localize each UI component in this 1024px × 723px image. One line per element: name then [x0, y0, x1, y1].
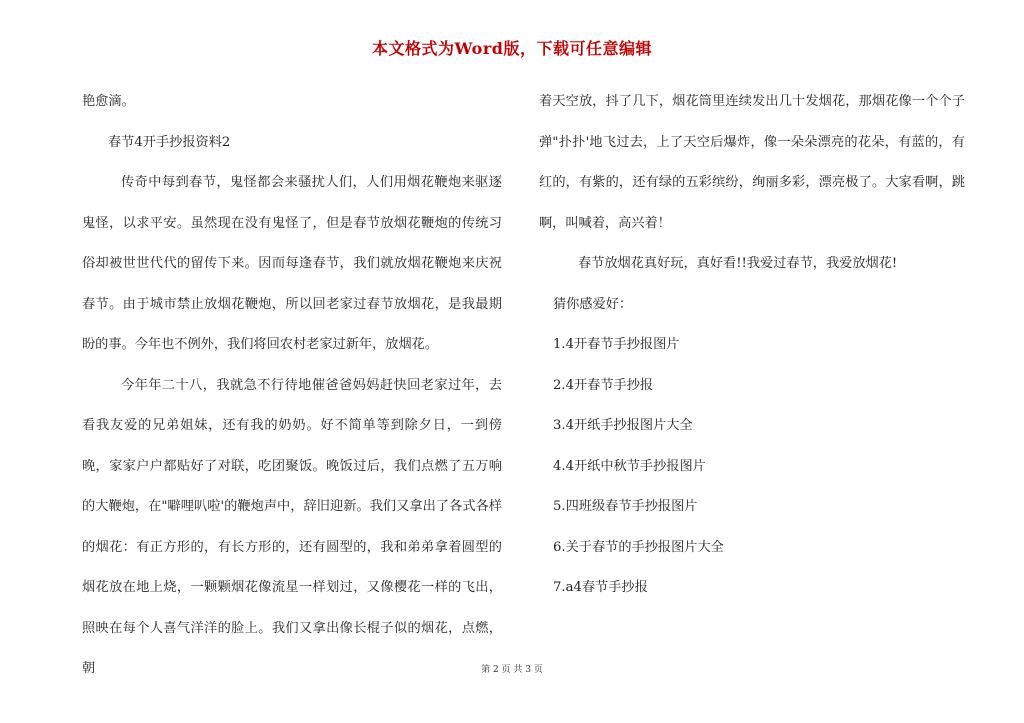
section-heading: 春节4开手抄报资料2	[108, 134, 231, 150]
paragraph-conclusion: 春节放烟花真好玩，真好看!!我爱过春节，我爱放烟花!	[578, 256, 898, 271]
related-link[interactable]: 3.4开纸手抄报图片大全	[553, 418, 693, 433]
paragraph-fragment: 艳愈滴。	[82, 94, 135, 109]
paragraph-fireworks: 着天空放，抖了几下，烟花筒里连续发出几十发烟花，那烟花像一个个子弹"扑扑'地飞过去，上了天空后爆炸，像一朵朵漂亮的花朵，有蓝的，有红的，有紫的，还有绿的五彩缤纷，绚丽多彩，漂亮极了。大家看啊，跳啊，叫喊着，高兴着！	[539, 94, 965, 231]
related-link[interactable]: 2.4开春节手抄报	[553, 377, 654, 393]
left-column	[82, 82, 502, 690]
related-link[interactable]: 5.四班级春节手抄报图片	[553, 499, 698, 514]
right-column	[539, 82, 965, 609]
related-links-list	[539, 325, 965, 609]
related-link[interactable]: 1.4开春节手抄报图片	[553, 337, 680, 352]
related-link[interactable]: 4.4开纸中秋节手抄报图片	[553, 458, 706, 474]
paragraph-story: 今年年二十八，我就急不行待地催爸爸妈妈赶快回老家过年，去看我友爱的兄弟姐妹，还有我的奶奶。好不简单等到除夕日，一到傍晚，家家户户都贴好了对联，吃团聚饭。晚饭过后，我们点燃了五万响的大鞭炮，在"噼哩叭啦'的鞭炮声中，辞旧迎新。我们又拿出了各式各样的烟花：有正方形的，有长方形的，还有圆型的，我和弟弟拿着圆型的烟花放在地上烧，一颗颗烟花像流星一样划过，又像樱花一样的飞出，照映在每个人喜气洋洋的脸上。我们又拿出像长棍子似的烟花，点燃，朝	[82, 377, 502, 676]
related-link[interactable]: 6.关于春节的手抄报图片大全	[553, 539, 724, 555]
page-number: 第 2 页 共 3 页	[481, 665, 543, 675]
related-link[interactable]: 7.a4春节手抄报	[553, 580, 648, 595]
download-banner: 本文格式为Word版，下载可任意编辑	[372, 39, 652, 58]
related-list-title: 猜你感爱好：	[553, 296, 633, 312]
paragraph-legend: 传奇中每到春节，鬼怪都会来骚扰人们，人们用烟花鞭炮来驱逐鬼怪，以求平安。虽然现在没有鬼怪了，但是春节放烟花鞭炮的传统习俗却被世世代代的留传下来。因而每逢春节，我们就放烟花鞭炮来庆祝春节。由于城市禁止放烟花鞭炮，所以回老家过春节放烟花，是我最期盼的事。今年也不例外，我们将回农村老家过新年，放烟花。	[82, 175, 502, 352]
